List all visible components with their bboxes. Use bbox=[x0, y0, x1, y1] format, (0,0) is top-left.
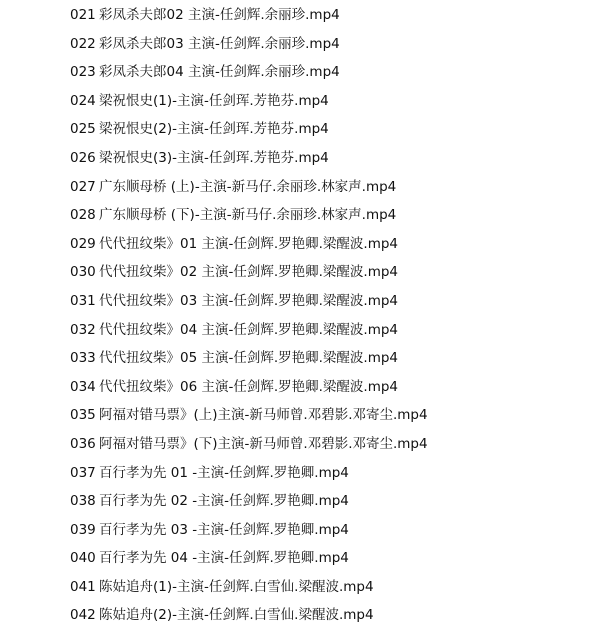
file-item[interactable] bbox=[70, 115, 590, 144]
file-item[interactable] bbox=[70, 544, 590, 573]
file-item[interactable] bbox=[70, 230, 590, 259]
file-item[interactable] bbox=[70, 258, 590, 287]
file-item[interactable] bbox=[70, 316, 590, 345]
file-item[interactable] bbox=[70, 1, 590, 30]
file-name: 陈姑追舟(2)-主演-任剑辉.白雪仙.梁醒波.mp4 bbox=[99, 607, 374, 624]
file-item[interactable] bbox=[70, 573, 590, 602]
file-number: 022 bbox=[70, 35, 96, 52]
file-item[interactable] bbox=[70, 344, 590, 373]
file-name: 阿福对错马票》(下)主演-新马师曾.邓碧影.邓寄尘.mp4 bbox=[99, 435, 428, 452]
file-item[interactable] bbox=[70, 201, 590, 230]
file-name: 代代扭纹柴》02 主演-任剑辉.罗艳卿.梁醒波.mp4 bbox=[99, 264, 399, 281]
file-number: 026 bbox=[70, 149, 96, 166]
file-name: 梁祝恨史(2)-主演-任剑珲.芳艳芬.mp4 bbox=[99, 121, 329, 138]
file-number: 029 bbox=[70, 235, 96, 252]
file-number: 042 bbox=[70, 607, 96, 624]
file-item[interactable] bbox=[70, 487, 590, 516]
file-number: 021 bbox=[70, 7, 96, 23]
file-name: 彩凤杀夫郎03 主演-任剑辉.余丽珍.mp4 bbox=[99, 35, 340, 52]
file-number: 041 bbox=[70, 578, 96, 595]
file-name: 代代扭纹柴》04 主演-任剑辉.罗艳卿.梁醒波.mp4 bbox=[99, 321, 399, 338]
file-number: 038 bbox=[70, 493, 96, 510]
file-number: 023 bbox=[70, 64, 96, 81]
file-name: 陈姑追舟(1)-主演-任剑辉.白雪仙.梁醒波.mp4 bbox=[99, 578, 374, 595]
file-item[interactable] bbox=[70, 459, 590, 488]
file-number: 030 bbox=[70, 264, 96, 281]
file-item[interactable] bbox=[70, 373, 590, 402]
file-name: 代代扭纹柴》06 主演-任剑辉.罗艳卿.梁醒波.mp4 bbox=[99, 378, 399, 395]
file-name: 梁祝恨史(1)-主演-任剑珲.芳艳芬.mp4 bbox=[99, 92, 329, 109]
file-number: 035 bbox=[70, 407, 96, 424]
file-number: 028 bbox=[70, 207, 96, 224]
file-number: 034 bbox=[70, 378, 96, 395]
file-item[interactable] bbox=[70, 401, 590, 430]
file-name: 代代扭纹柴》03 主演-任剑辉.罗艳卿.梁醒波.mp4 bbox=[99, 292, 399, 309]
file-name: 代代扭纹柴》05 主演-任剑辉.罗艳卿.梁醒波.mp4 bbox=[99, 350, 399, 367]
file-item[interactable] bbox=[70, 287, 590, 316]
file-name: 百行孝为先 04 -主演-任剑辉.罗艳卿.mp4 bbox=[99, 550, 349, 567]
file-item[interactable] bbox=[70, 30, 590, 59]
file-number: 024 bbox=[70, 92, 96, 109]
file-item[interactable] bbox=[70, 58, 590, 87]
file-number: 025 bbox=[70, 121, 96, 138]
file-name: 百行孝为先 03 -主演-任剑辉.罗艳卿.mp4 bbox=[99, 521, 349, 538]
file-name: 代代扭纹柴》01 主演-任剑辉.罗艳卿.梁醒波.mp4 bbox=[99, 235, 399, 252]
file-number: 040 bbox=[70, 550, 96, 567]
file-number: 027 bbox=[70, 178, 96, 195]
file-number: 032 bbox=[70, 321, 96, 338]
file-list bbox=[70, 1, 590, 630]
file-item[interactable] bbox=[70, 601, 590, 630]
file-item[interactable] bbox=[70, 430, 590, 459]
file-name: 阿福对错马票》(上)主演-新马师曾.邓碧影.邓寄尘.mp4 bbox=[99, 407, 428, 424]
file-name: 广东顺母桥 (上)-主演-新马仔.余丽珍.林家声.mp4 bbox=[99, 178, 397, 195]
file-item[interactable] bbox=[70, 173, 590, 202]
file-number: 036 bbox=[70, 435, 96, 452]
file-number: 037 bbox=[70, 464, 96, 481]
file-name: 百行孝为先 02 -主演-任剑辉.罗艳卿.mp4 bbox=[99, 493, 349, 510]
file-name: 广东顺母桥 (下)-主演-新马仔.余丽珍.林家声.mp4 bbox=[99, 207, 397, 224]
file-name: 彩凤杀夫郎02 主演-任剑辉.余丽珍.mp4 bbox=[99, 7, 340, 23]
file-item[interactable] bbox=[70, 87, 590, 116]
file-name: 梁祝恨史(3)-主演-任剑珲.芳艳芬.mp4 bbox=[99, 149, 329, 166]
file-item[interactable] bbox=[70, 516, 590, 545]
file-name: 彩凤杀夫郎04 主演-任剑辉.余丽珍.mp4 bbox=[99, 64, 340, 81]
file-number: 039 bbox=[70, 521, 96, 538]
file-name: 百行孝为先 01 -主演-任剑辉.罗艳卿.mp4 bbox=[99, 464, 349, 481]
file-number: 033 bbox=[70, 350, 96, 367]
file-number: 031 bbox=[70, 292, 96, 309]
file-item[interactable] bbox=[70, 144, 590, 173]
